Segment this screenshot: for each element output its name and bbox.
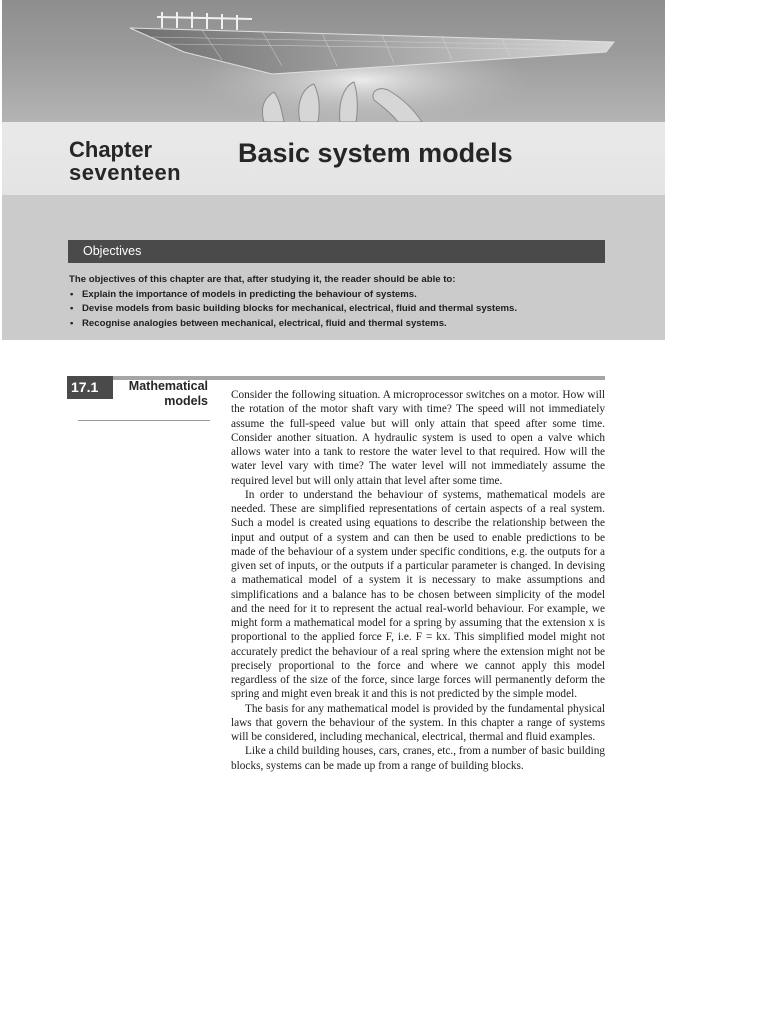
- body-paragraph: Consider the following situation. A microprocessor switches on a motor. How will the rotation of the motor shaft vary with time? The speed will not immediately assume the full-speed value but will only attain that speed after some time. Consider another situation. A hydraulic system is used to open a valve which allows water into a tank to restore the water level to that required. How will the water level vary with time? The water level will not immediately assume the required level but will only attain that level after some time.: [231, 389, 605, 487]
- header-photo: [2, 0, 665, 122]
- objective-item: • Devise models from basic building blocks for mechanical, electrical, fluid and thermal systems.: [69, 302, 629, 317]
- section-heading-line1: Mathematical: [128, 379, 208, 393]
- body-paragraph: In order to understand the behaviour of systems, mathematical models are needed. These are simplified representations of certain aspects of a real system. Such a model is created using equations to describe the relationship between the input and output of a system and can then be used to enable predictions to be made of the behaviour of a system under specific conditions, e.g. the outputs for a given set of inputs, or the outputs if a particular parameter is changed. In devising a mathematical model of a system it is necessary to make assumptions and simplifications and a balance has to be chosen between simplicity of the model and the need for it to represent the actual real-world behaviour. For example, we might form a mathematical model for a spring by assuming that the extension x is proportional to the applied force F, i.e. F = kx. This simplified model might not accurately predict the behaviour of a real spring where the extension might not be precisely proportional to the force and where we cannot apply this model regardless of the size of the force, since large forces will permanently deform the spring and might even break it and this is not predicted by the simple model.: [231, 488, 605, 701]
- chapter-label: [69, 139, 181, 184]
- section-number: 17.1: [67, 376, 113, 399]
- objectives-intro: The objectives of this chapter are that, after studying it, the reader should be able to:: [69, 274, 456, 285]
- section-body: [231, 388, 605, 773]
- section-side-rule: [78, 420, 210, 421]
- chapter-number: seventeen: [69, 160, 182, 185]
- section-heading-line2: models: [164, 394, 208, 408]
- body-paragraph: The basis for any mathematical model is provided by the fundamental physical laws that govern the behaviour of the system. In this chapter a range of systems will be considered, including mechanical, electrical, thermal and fluid examples.: [231, 702, 605, 743]
- body-paragraph: Like a child building houses, cars, cranes, etc., from a number of basic building blocks, systems can be made up from a range of building blocks.: [231, 745, 605, 772]
- objectives-heading-bar: [68, 240, 605, 263]
- chapter-title: Basic system models: [238, 138, 513, 168]
- objectives-body: [69, 273, 629, 331]
- objective-item: • Recognise analogies between mechanical, electrical, fluid and thermal systems.: [69, 317, 629, 332]
- chapter-word: Chapter: [69, 137, 153, 162]
- objectives-list: [69, 288, 629, 332]
- section-heading: [116, 379, 208, 409]
- chapter-header: [2, 0, 665, 340]
- objectives-heading: Objectives: [83, 244, 142, 258]
- solar-panel-hand-icon: [2, 0, 665, 122]
- objective-item: • Explain the importance of models in predicting the behaviour of systems.: [69, 288, 629, 303]
